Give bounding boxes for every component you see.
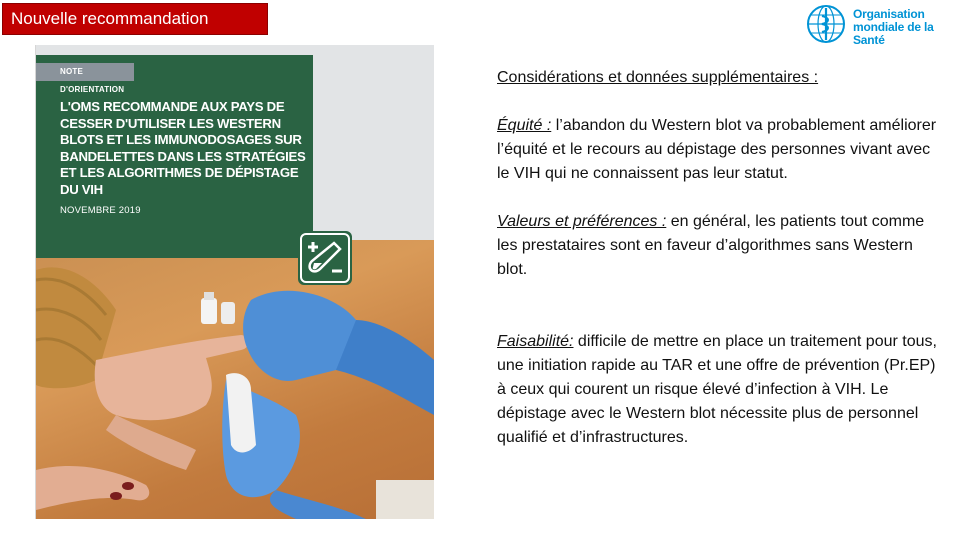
cover-date: NOVEMBRE 2019 <box>60 205 141 216</box>
values-label: Valeurs et préférences : <box>497 213 667 230</box>
equity-text: l’abandon du Western blot va probablement améliorer l’équité et le recours au dépistage des personnes vivant avec le VIH qui ne connaissent pas leur statut. <box>497 117 937 182</box>
cover-tag: NOTE D'ORIENTATION <box>36 63 134 81</box>
section-heading: Considérations et données supplémentaires : <box>497 69 819 86</box>
values-paragraph <box>497 210 943 282</box>
feasibility-label: Faisabilité: <box>497 333 574 350</box>
who-logo <box>806 2 956 46</box>
cover-title-panel <box>36 55 313 258</box>
cover-title: L'OMS RECOMMANDE AUX PAYS DE CESSER D'UTILISER LES WESTERN BLOTS ET LES IMMUNODOSAGES SUR BANDELETTES DANS LES STRATÉGIES ET LES ALGORITHMES DE DÉPISTAGE DU VIH <box>60 99 306 197</box>
feasibility-paragraph <box>497 330 943 450</box>
cover-photo <box>36 240 434 519</box>
policy-brief-cover <box>35 45 434 519</box>
who-emblem-icon <box>806 4 846 44</box>
considerations-section <box>497 66 943 474</box>
who-logo-line1: Organisation <box>853 7 925 21</box>
new-recommendation-badge: Nouvelle recommandation <box>2 3 268 35</box>
equity-paragraph <box>497 114 943 186</box>
test-tube-plus-minus-icon <box>298 231 352 285</box>
equity-label: Équité : <box>497 117 552 134</box>
who-logo-line2: mondiale de la Santé <box>853 20 934 47</box>
values-text: en général, les patients tout comme les prestataires sont en faveur d’algorithmes sans Western blot. <box>497 213 925 278</box>
gloved-hands-test-illustration <box>36 240 434 519</box>
feasibility-text: difficile de mettre en place un traitement pour tous, une initiation rapide au TAR et une offre de prévention (Pr.EP) à ceux qui courent un risque élevé d’infection à VIH. Le dépistage avec le Western blot nécessite plus de personnel qualifié et d’infrastructures. <box>497 333 937 446</box>
